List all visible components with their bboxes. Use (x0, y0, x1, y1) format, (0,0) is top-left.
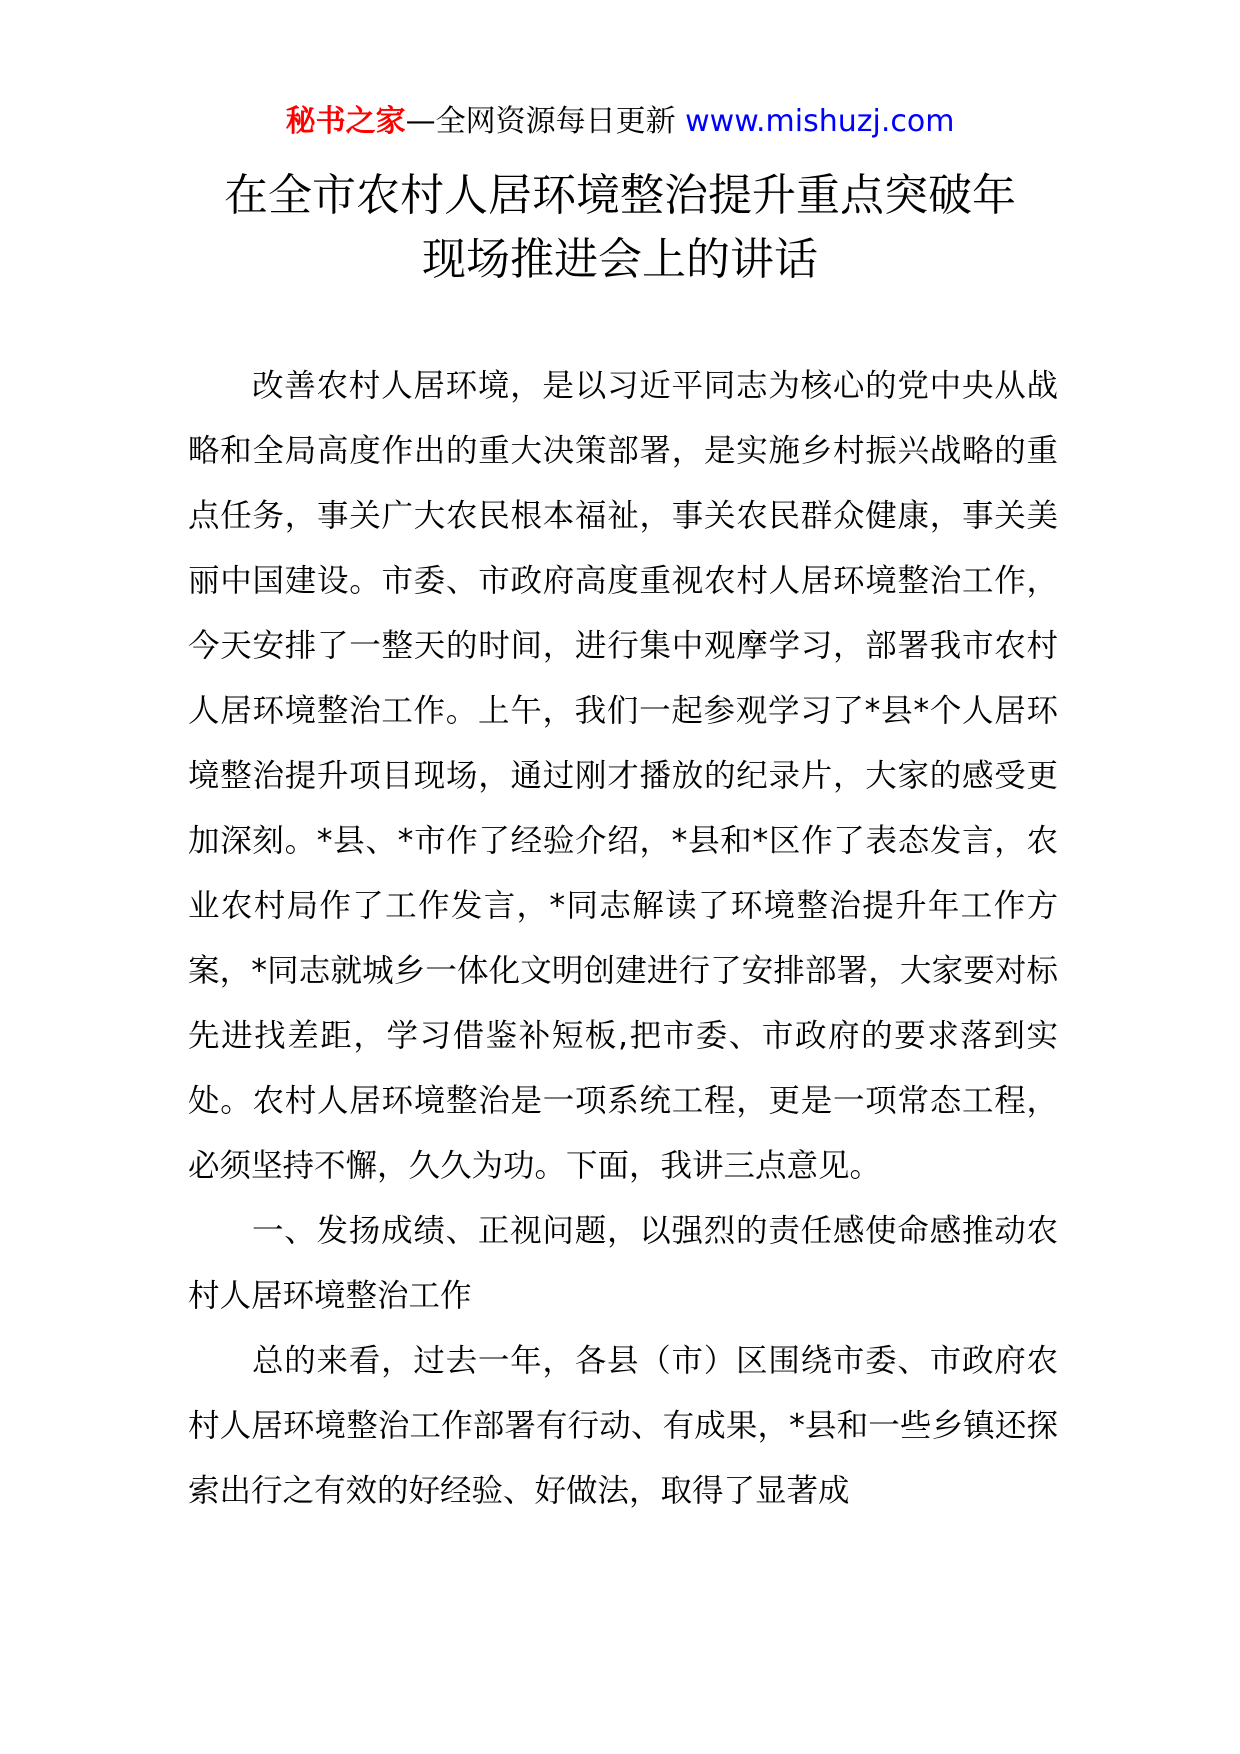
document-title (0, 164, 1240, 292)
document-title-line-1: 在全市农村人居环境整治提升重点突破年 (224, 170, 1016, 221)
body-paragraph-intro: 改善农村人居环境，是以习近平同志为核心的党中央从战略和全局高度作出的重大决策部署，是实施乡村振兴战略的重点任务，事关广大农民根本福祉，事关农民群众健康，事关美丽中国建设。市委、市政府高度重视农村人居环境整治工作，今天安排了一整天的时间，进行集中观摩学习，部署我市农村人居环境整治工作。上午，我们一起参观学习了*县*个人居环境整治提升项目现场，通过刚才播放的纪录片，大家的感受更加深刻。*县、*市作了经验介绍，*县和*区作了表态发言，农业农村局作了工作发言，*同志解读了环境整治提升年工作方案，*同志就城乡一体化文明创建进行了安排部署，大家要对标先进找差距，学习借鉴补短板,把市委、市政府的要求落到实处。农村人居环境整治是一项系统工程，更是一项常态工程，必须坚持不懈，久久为功。下面，我讲三点意见。 (188, 368, 1058, 1184)
body-paragraph-summary: 总的来看，过去一年，各县（市）区围绕市委、市政府农村人居环境整治工作部署有行动、有成果，*县和一些乡镇还探索出行之有效的好经验、好做法，取得了显著成 (188, 1343, 1058, 1509)
document-title-line-2: 现场推进会上的讲话 (422, 234, 818, 285)
document-body (188, 354, 1058, 1524)
site-url-link[interactable]: www.mishuzj.com (685, 104, 955, 139)
site-header-banner (0, 102, 1240, 142)
section-heading-1: 一、发扬成绩、正视问题，以强烈的责任感使命感推动农村人居环境整治工作 (188, 1213, 1058, 1314)
brand-name: 秘书之家 (285, 104, 406, 139)
header-slogan: —全网资源每日更新 (405, 104, 676, 139)
